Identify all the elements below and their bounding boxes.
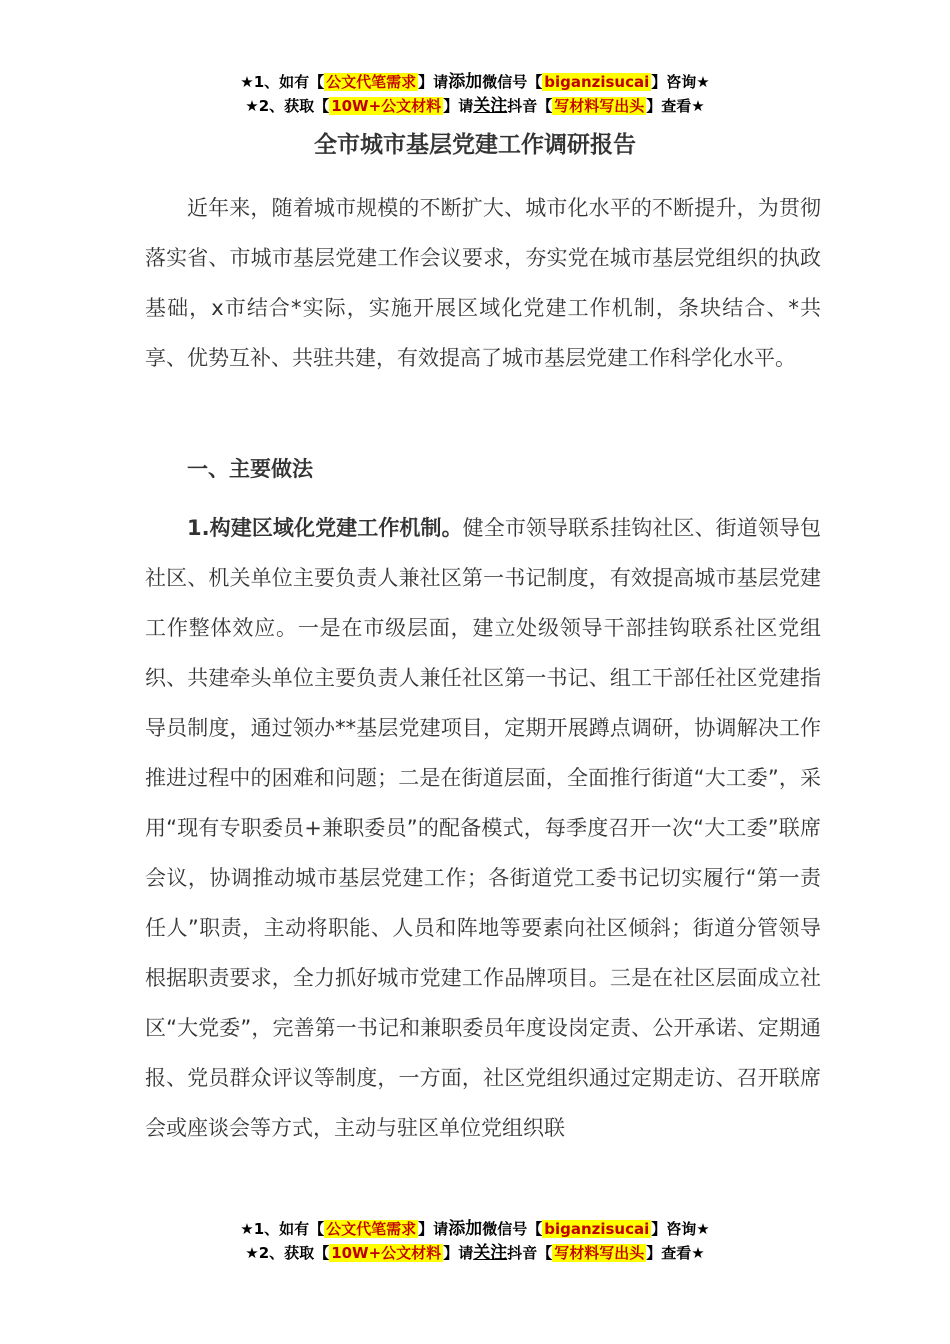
promo-highlight: 写材料写出头: [554, 97, 645, 115]
promo-text: ★2、获取【: [245, 97, 330, 115]
promo-line-1: [0, 1217, 950, 1241]
promo-highlight: 公文代笔需求: [326, 73, 417, 91]
promo-emphasis: 关注: [473, 1243, 508, 1263]
promo-highlight: biganzisucai: [544, 73, 650, 91]
promo-line-2: [0, 1241, 950, 1265]
promo-text: 】请: [418, 73, 449, 91]
document-title: 全市城市基层党建工作调研报告: [314, 132, 636, 158]
body-paragraph: [145, 503, 821, 1153]
promo-banner-top: [0, 70, 950, 118]
promo-text: 抖音【: [507, 97, 553, 115]
promo-emphasis: 关注: [473, 96, 508, 116]
promo-banner-bottom: [0, 1217, 950, 1265]
intro-paragraph: [145, 183, 821, 383]
promo-line-1: [0, 70, 950, 94]
promo-text: 微信号【: [482, 1220, 543, 1238]
promo-text: 】请: [418, 1220, 449, 1238]
promo-line-2: [0, 94, 950, 118]
promo-text: 】咨询★: [651, 1220, 710, 1238]
promo-text: 】请: [443, 1244, 474, 1262]
promo-text: 】咨询★: [651, 73, 710, 91]
promo-text: 】请: [443, 97, 474, 115]
promo-highlight: 公文代笔需求: [326, 1220, 417, 1238]
promo-text: 微信号【: [482, 73, 543, 91]
promo-text: 】查看★: [646, 1244, 705, 1262]
promo-text: ★1、如有【: [240, 1220, 325, 1238]
promo-highlight: 写材料写出头: [554, 1244, 645, 1262]
promo-highlight: 10W+公文材料: [331, 1244, 442, 1262]
paragraph-body: 健全市领导联系挂钩社区、街道领导包社区、机关单位主要负责人兼社区第一书记制度，有效提高城市基层党建工作整体效应。一是在市级层面，建立处级领导干部挂钩联系社区党组织、共建牵头单位主要负责人兼任社区第一书记、组工干部任社区党建指导员制度，通过领办**基层党建项目，定期开展蹲点调研，协调解决工作推进过程中的困难和问题；二是在街道层面，全面推行街道“大工委”，采用“现有专职委员+兼职委员”的配备模式，每季度召开一次“大工委”联席会议，协调推动城市基层党建工作；各街道党工委书记切实履行“第一责任人”职责，主动将职能、人员和阵地等要素向社区倾斜；街道分管领导根据职责要求，全力抓好城市党建工作品牌项目。三是在社区层面成立社区“大党委”，完善第一书记和兼职委员年度设岗定责、公开承诺、定期通报、党员群众评议等制度，一方面，社区党组织通过定期走访、召开联席会或座谈会等方式，主动与驻区单位党组织联: [145, 516, 821, 1140]
promo-emphasis: 添加: [448, 1219, 483, 1239]
promo-highlight: biganzisucai: [544, 1220, 650, 1238]
intro-text: 近年来，随着城市规模的不断扩大、城市化水平的不断提升，为贯彻落实省、市城市基层党建工作会议要求，夯实党在城市基层党组织的执政基础，x市结合*实际，实施开展区域化党建工作机制，条块结合、*共享、优势互补、共驻共建，有效提高了城市基层党建工作科学化水平。: [145, 196, 821, 370]
promo-highlight: 10W+公文材料: [331, 97, 442, 115]
promo-text: 抖音【: [507, 1244, 553, 1262]
promo-emphasis: 添加: [448, 72, 483, 92]
promo-text: ★2、获取【: [245, 1244, 330, 1262]
promo-text: 】查看★: [646, 97, 705, 115]
promo-text: ★1、如有【: [240, 73, 325, 91]
section-heading: 一、主要做法: [187, 457, 313, 481]
paragraph-content: [145, 503, 821, 1153]
paragraph-lead: 1.构建区域化党建工作机制。: [187, 516, 463, 540]
